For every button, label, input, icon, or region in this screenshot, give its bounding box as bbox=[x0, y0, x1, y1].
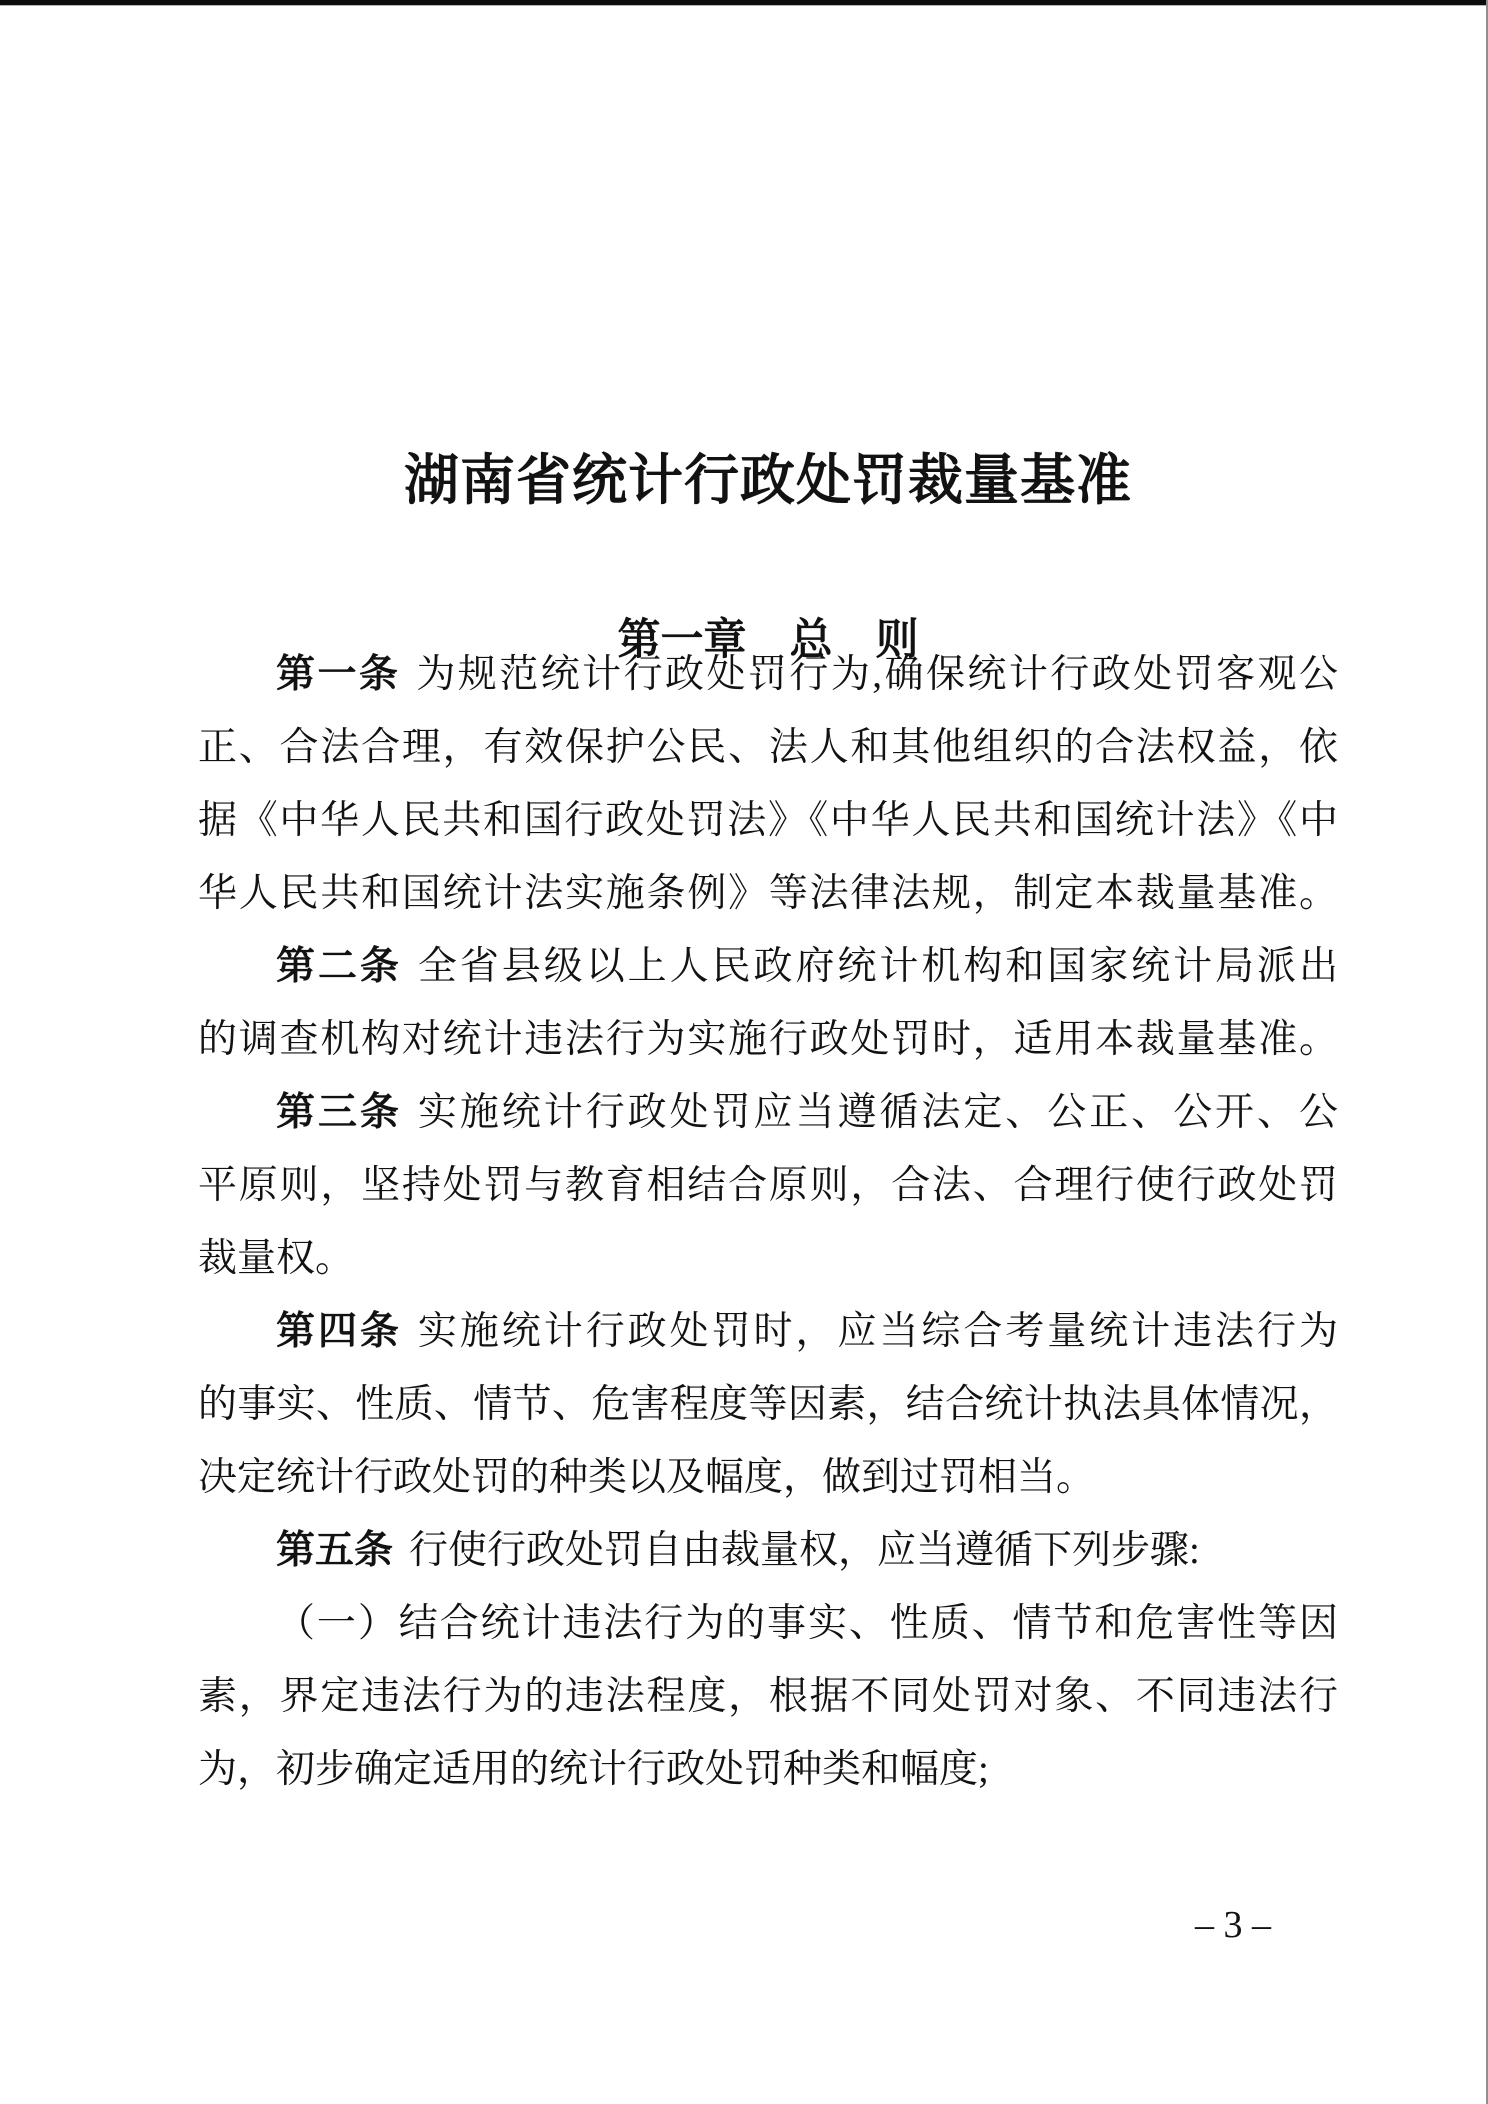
line-text: 行使行政处罚自由裁量权，应当遵循下列步骤: bbox=[409, 1529, 1200, 1572]
line-text: 实施统计行政处罚时，应当综合考量统计违法行为 bbox=[417, 1310, 1338, 1353]
line-text: 为规范统计行政处罚行为,确保统计行政处罚客观公 bbox=[416, 653, 1338, 696]
page-number: – 3 – bbox=[1195, 1904, 1271, 1946]
body-line bbox=[198, 1441, 1338, 1514]
body-line bbox=[198, 711, 1338, 784]
line-text: 的事实、性质、情节、危害程度等因素，结合统计执法具体情况， bbox=[198, 1383, 1338, 1426]
body-line bbox=[198, 1660, 1338, 1733]
scan-edge-top bbox=[0, 0, 1488, 6]
article-label: 第五条 bbox=[276, 1529, 394, 1572]
line-text: 据《中华人民共和国行政处罚法》《中华人民共和国统计法》《中 bbox=[198, 799, 1338, 842]
line-text: 为，初步确定适用的统计行政处罚种类和幅度; bbox=[198, 1748, 989, 1791]
line-text: 平原则，坚持处罚与教育相结合原则，合法、合理行使行政处罚 bbox=[198, 1164, 1338, 1207]
line-text: 素，界定违法行为的违法程度，根据不同处罚对象、不同违法行 bbox=[198, 1675, 1338, 1718]
line-text: 的调查机构对统计违法行为实施行政处罚时，适用本裁量基准。 bbox=[198, 1018, 1338, 1061]
body-line bbox=[198, 1514, 1338, 1587]
body-line bbox=[198, 1222, 1338, 1295]
line-text: 实施统计行政处罚应当遵循法定、公正、公开、公 bbox=[417, 1091, 1338, 1134]
body-text bbox=[198, 638, 1338, 1806]
body-line bbox=[198, 1368, 1338, 1441]
article-label: 第三条 bbox=[276, 1091, 402, 1134]
chapter-heading: 第一章 总 则 bbox=[617, 615, 919, 664]
article-label: 第二条 bbox=[276, 945, 402, 988]
line-text: 裁量权。 bbox=[198, 1237, 355, 1280]
article-label: 第一条 bbox=[276, 653, 401, 696]
body-line bbox=[198, 1733, 1338, 1806]
line-text: （一）结合统计违法行为的事实、性质、情节和危害性等因 bbox=[276, 1602, 1338, 1645]
body-line bbox=[198, 1076, 1338, 1149]
line-text: 正、合法合理，有效保护公民、法人和其他组织的合法权益，依 bbox=[198, 726, 1338, 769]
body-line bbox=[198, 930, 1338, 1003]
line-text: 全省县级以上人民政府统计机构和国家统计局派出 bbox=[417, 945, 1338, 988]
body-line bbox=[198, 1003, 1338, 1076]
body-line bbox=[198, 784, 1338, 857]
body-line bbox=[198, 857, 1338, 930]
body-line bbox=[198, 638, 1338, 711]
article-label: 第四条 bbox=[276, 1310, 402, 1353]
body-line bbox=[198, 1149, 1338, 1222]
document-title: 湖南省统计行政处罚裁量基准 bbox=[403, 449, 1132, 511]
line-text: 决定统计行政处罚的种类以及幅度，做到过罚相当。 bbox=[198, 1456, 1096, 1499]
body-line bbox=[198, 1587, 1338, 1660]
body-line bbox=[198, 1295, 1338, 1368]
line-text: 华人民共和国统计法实施条例》等法律法规，制定本裁量基准。 bbox=[198, 872, 1338, 915]
